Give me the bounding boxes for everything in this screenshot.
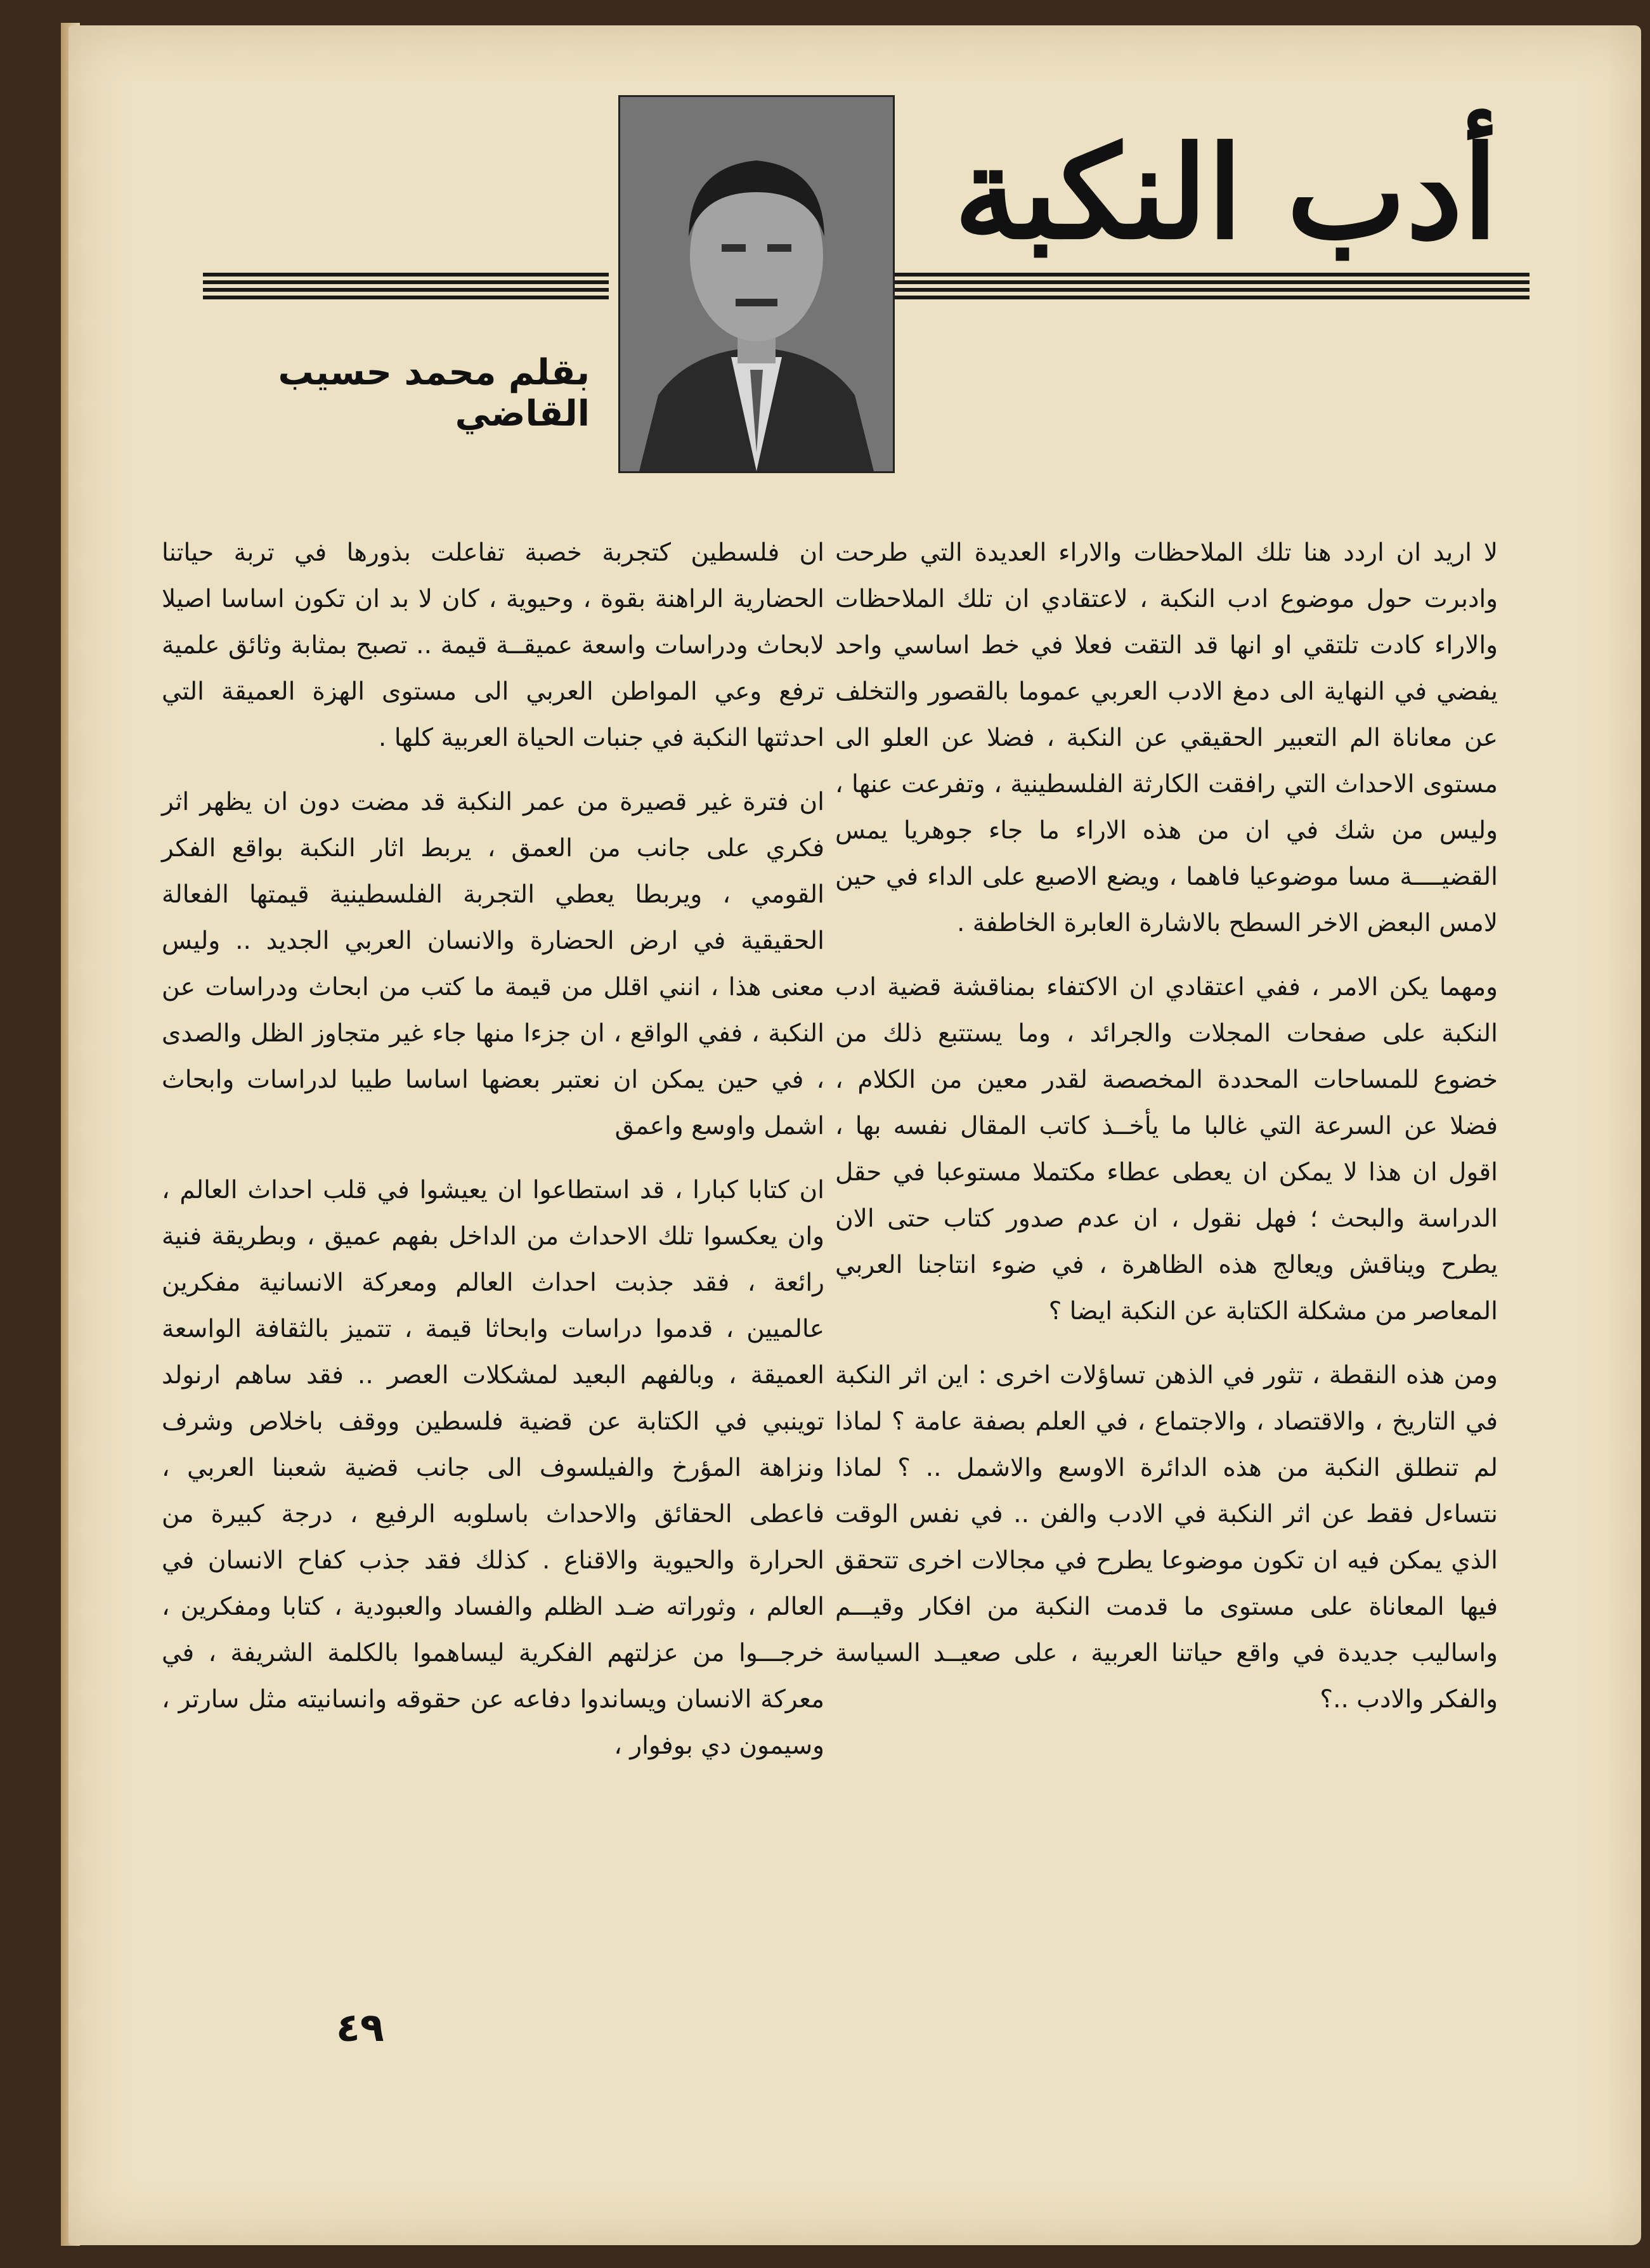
paragraph: ان كتابا كبارا ، قد استطاعوا ان يعيشوا في قلب احداث العالم ، وان يعكسوا تلك الاحداث من الداخل بفهم عميق ، وبطريقة فنية رائعة ، فقد جذبت احداث العالم ومعركة الانسانية مفكرين عالميين ، قدموا دراسات وابحاثا قيمة ، تتميز بالثقافة الواسعة العميقة ، وبالفهم البعيد لمشكلات العصر .. فقد ساهم ارنولد توينبي في الكتابة عن قضية فلسطين ووقف باخلاص وشرف ونزاهة المؤرخ والفيلسوف الى جانب قضية شعبنا العربي ، فاعطى الحقائق والاحداث باسلوبه الرفيع ، درجة كبيرة من الحرارة والحيوية والاقناع . كذلك فقد جذب كفاح الانسان في العالم ، وثوراته ضـد الظلم والفساد والعبودية ، كتابا ومفكرين ، خرجـــوا من عزلتهم الفكرية ليساهموا بالكلمة الشريفة ، في معركة الانسان ويساندوا دفاعه عن حقوقه وانسانيته مثل سارتر ، وسيمون دي بوفوار ،	[162, 1176, 824, 1760]
page-number: ٤٩	[336, 2004, 384, 2050]
text-column-right	[835, 530, 1498, 1740]
paragraph: ان فلسطين كتجربة خصبة تفاعلت بذورها في تربة حياتنا الحضارية الراهنة بقوة ، وحيوية ، كان لا بد ان تكون اساسا اصيلا لابحاث ودراسات واسعة عميقــة قيمة .. تصبح بمثابة وثائق علمية ترفع وعي المواطن العربي الى مستوى الهزة العميقة التي احدثتها النكبة في جنبات الحياة العربية كلها .	[162, 538, 824, 752]
paragraph: لا اريد ان اردد هنا تلك الملاحظات والاراء العديدة التي طرحت وادبرت حول موضوع ادب النكبة ، لاعتقادي ان تلك الملاحظات والاراء كادت تلتقي او انها قد التقت فعلا في خط اساسي واحد يفضي في النهاية الى دمغ الادب العربي عموما بالقصور والتخلف عن معاناة الم التعبير الحقيقي عن النكبة ، فضلا عن العلو الى مستوى الاحداث التي رافقت الكارثة الفلسطينية ، وتفرعت عنها ، وليس من شك في ان من هذه الاراء ما جاء جوهريا يمس القضيــــة مسا موضوعيا فاهما ، ويضع الاصبع على الداء في حين لامس البعض الاخر السطح بالاشارة العابرة الخاطفة .	[835, 538, 1498, 937]
paragraph: ان فترة غير قصيرة من عمر النكبة قد مضت دون ان يظهر اثر فكري على جانب من العمق ، يربط اثار النكبة بواقع الفكر القومي ، ويربطا يعطي التجربة الفلسطينية قيمتها الفعالة الحقيقية في ارض الحضارة والانسان العربي الجديد .. وليس معنى هذا ، انني اقلل من قيمة ما كتب من ابحاث ودراسات عن النكبة ، ففي الواقع ، ان جزءا منها جاء غير متجاوز الظل والصدى ، في حين يمكن ان نعتبر بعضها اساسا طيبا لدراسات وابحاث اشمل واوسع واعمق	[162, 788, 824, 1140]
title-rule-right	[888, 273, 1530, 302]
author-portrait-photo	[618, 95, 895, 473]
article-byline: بقلم محمد حسيب القاضي	[278, 352, 590, 434]
author-portrait-icon	[620, 97, 893, 471]
text-column-left	[162, 530, 824, 1787]
title-rule-left	[203, 273, 609, 302]
paragraph: ومن هذه النقطة ، تثور في الذهن تساؤلات اخرى : اين اثر النكبة في التاريخ ، والاقتصاد ، والاجتماع ، في العلم بصفة عامة ؟ لماذا لم تنطلق النكبة من هذه الدائرة الاوسع والاشمل .. ؟ لماذا نتساءل فقط عن اثر النكبة في الادب والفن .. في نفس الوقت الذي يمكن فيه ان تكون موضوعا يطرح في مجالات اخرى تتحقق فيها المعاناة على مستوى ما قدمت النكبة من افكار وقيـــم واساليب جديدة في واقع حياتنا العربية ، على صعيــد السياسة والفكر والادب ..؟	[835, 1361, 1498, 1714]
article-title: أدب النكبة	[954, 119, 1498, 268]
paragraph: ومهما يكن الامر ، ففي اعتقادي ان الاكتفاء بمناقشة قضية ادب النكبة على صفحات المجلات والجرائد ، وما يستتبع ذلك من خضوع للمساحات المحددة المخصصة لقدر معين من الكلام ، فضلا عن السرعة التي غالبا ما يأخــذ كاتب المقال نفسه بها ، اقول ان هذا لا يمكن ان يعطى عطاء مكتملا مستوعبا في حقل الدراسة والبحث ؛ فهل نقول ، ان عدم صدور كتاب حتى الان يطرح ويناقش ويعالج هذه الظاهرة ، في ضوء انتاجنا العربي المعاصر من مشكلة الكتابة عن النكبة ايضا ؟	[835, 973, 1498, 1326]
